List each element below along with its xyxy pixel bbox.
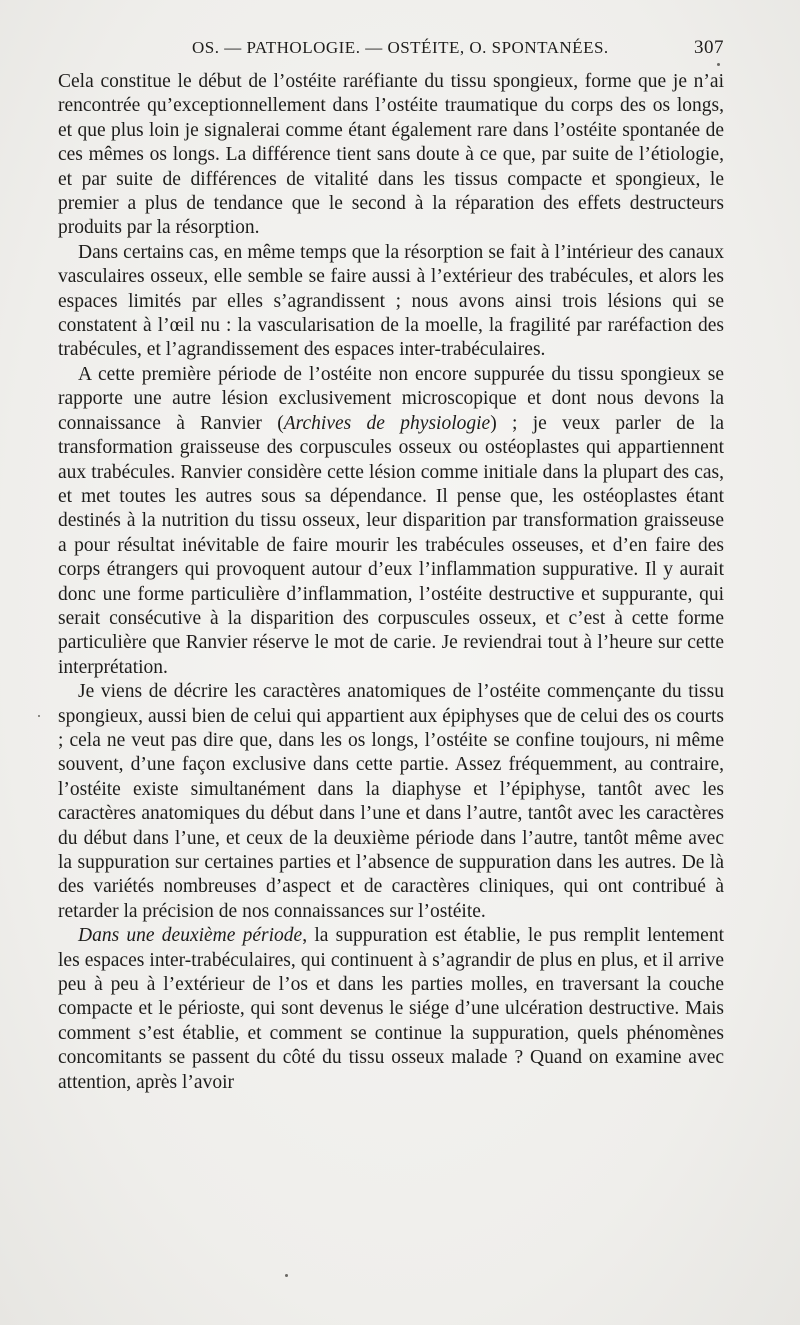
running-title: OS. — PATHOLOGIE. — OSTÉITE, O. SPONTANÉES. bbox=[192, 38, 609, 57]
print-speck bbox=[717, 63, 720, 66]
section-lead-italic: Dans une deuxième période bbox=[78, 925, 303, 947]
print-speck bbox=[38, 715, 40, 717]
paragraph-2: Dans certains cas, en même temps que la résorption se fait à l’intérieur des canaux vasculaires osseux, elle semble se faire aussi à l’extérieur des trabécules, et alors les espaces limités par elles s’agrandissent ; nous avons ainsi trois lésions qui se constatent à l’œil nu : la vascularisation de la moelle, la fragilité par raréfaction des trabécules, et l’agrandissement des espaces inter-trabéculaires. bbox=[58, 241, 724, 361]
body-text bbox=[58, 70, 724, 1095]
paragraph-3 bbox=[58, 363, 724, 680]
paragraph-3-text-end: ) ; je veux parler de la transformation graisseuse des corpuscules osseux ou ostéoplastes qui appartiennent aux trabécules. Ranvier considère cette lésion comme initiale dans la plupart des cas, et met toutes les autres sous sa dépendance. Il pense que, les ostéoplastes étant destinés à la nutrition du tissu osseux, leur disparition par transformation graisseuse a pour résultat inévitable de faire mourir les trabécules osseuses, et d’en faire des corps étrangers qui provoquent autour d’eux l’inflammation suppurative. Il y aurait donc une forme particulière d’inflammation, l’ostéite destructive et suppurante, qui serait consécutive à la disparition des corpuscules osseux, et c’est à cette forme particulière que Ranvier réserve le mot de carie. Je reviendrai tout à l’heure sur cette interprétation. bbox=[58, 412, 724, 678]
paragraph-5 bbox=[58, 924, 724, 1095]
journal-title-italic: Archives de physiologie bbox=[283, 412, 491, 434]
paragraph-5-text: , la suppuration est établie, le pus remplit lentement les espaces inter-trabéculaires, qui continuent à s’agrandir de plus en plus, et il arrive peu à peu à l’extérieur de l’os et dans les parties molles, en traversant la couche compacte et le périoste, qui sont devenus le siége d’une ulcération destructive. Mais comment s’est établie, et comment se continue la suppuration, quels phénomènes concomitants se passent du côté du tissu osseux malade ? Quand on examine avec attention, après l’avoir bbox=[58, 925, 724, 1093]
paragraph-4: Je viens de décrire les caractères anatomiques de l’ostéite commençante du tissu spongieux, aussi bien de celui qui appartient aux épiphyses que de celui des os courts ; cela ne veut pas dire que, dans les os longs, l’ostéite se confine toujours, ni même souvent, d’une façon exclusive dans cette partie. Assez fréquemment, au contraire, l’ostéite existe simultanément dans la diaphyse et l’épiphyse, tantôt avec les caractères anatomiques du début dans l’une et dans l’autre, tantôt avec les caractères du début dans l’une, et ceux de la deuxième période dans l’autre, tantôt même avec la suppuration sur certaines parties et l’absence de suppuration dans les autres. De là des variétés nombreuses d’aspect et de caractères cliniques, qui ont contribué à retarder la précision de nos connaissances sur l’ostéite. bbox=[58, 681, 724, 922]
paragraph-1: Cela constitue le début de l’ostéite raréfiante du tissu spongieux, forme que je n’ai rencontrée qu’exceptionnellement dans l’ostéite traumatique du corps des os longs, et que plus loin je signalerai comme étant également rare dans l’ostéite spontanée de ces mêmes os longs. La différence tient sans doute à ce que, par suite de l’étiologie, et par suite de différences de vitalité dans les tissus compacte et spongieux, le premier a plus de tendance que le second à la réparation des effets destructeurs produits par la résorption. bbox=[58, 71, 724, 239]
running-header bbox=[58, 38, 724, 68]
print-speck bbox=[285, 1274, 288, 1277]
paragraph-3-text-start: A cette première période de l’ostéite non encore suppurée du tissu spongieux se rapporte une autre lésion exclusivement microscopique et dont nous devons la connaissance à Ranvier ( bbox=[58, 363, 724, 434]
page-number: 307 bbox=[694, 37, 724, 58]
